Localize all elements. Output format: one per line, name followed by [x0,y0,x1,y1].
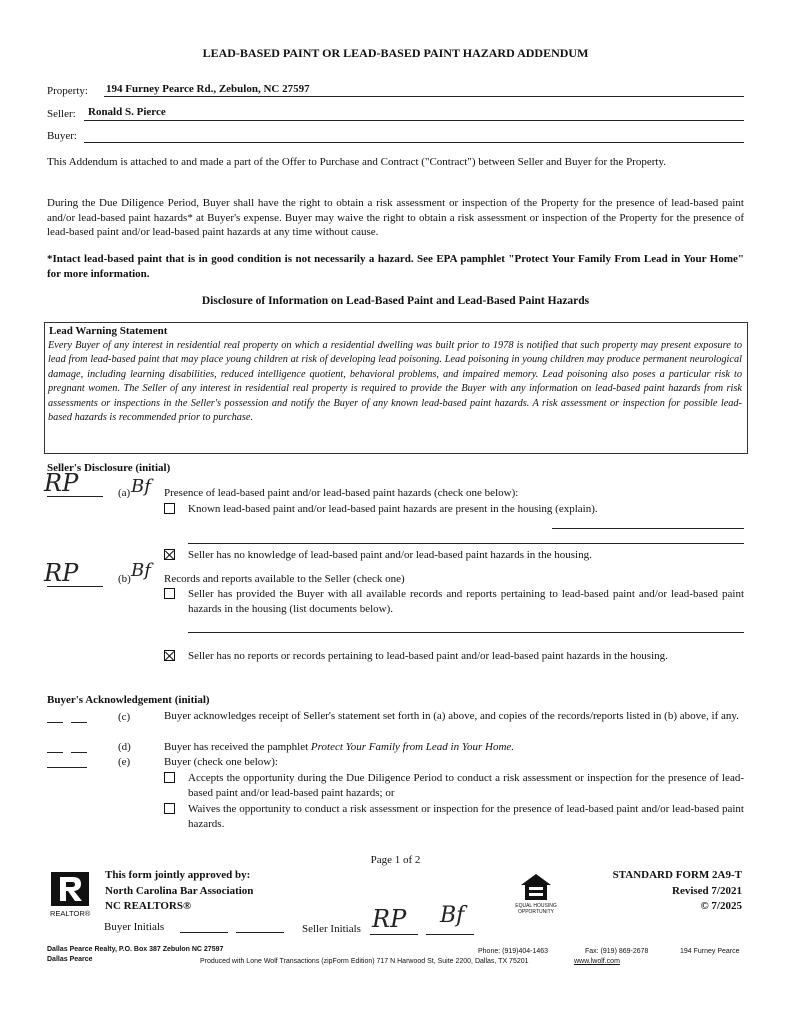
disclosure-heading: Disclosure of Information on Lead-Based Paint and Lead-Based Paint Hazards [201,295,590,307]
equal-housing-icon [518,872,554,902]
buyer-line [84,142,744,143]
footer-spouse-initials[interactable]: Bf [440,903,465,928]
org-ncba: North Carolina Bar Association [105,885,254,897]
spouse-initials-b[interactable]: Bf [131,560,151,581]
buyer-initials-e[interactable] [47,767,87,768]
broker-name: Dallas Pearce [47,956,93,963]
pamphlet-title: Protect Your Family from Lead in Your Home. [310,741,515,753]
form-number: STANDARD FORM 2A9-T [612,869,742,881]
phone-number: Phone: (919)404-1463 [478,948,549,955]
section-b-text: Records and reports available to the Seller (check one) [164,573,405,585]
footer-buyer-initials[interactable] [236,932,284,933]
accept-inspection-checkbox[interactable] [164,772,175,783]
property-value[interactable]: 194 Furney Pearce Rd., Zebulon, NC 27597 [106,83,310,95]
realtor-logo-icon [50,871,90,907]
property-label: Property: [47,85,88,97]
form-title: LEAD-BASED PAINT OR LEAD-BASED PAINT HAZARD ADDENDUM [202,46,589,60]
no-knowledge-checkbox[interactable] [164,549,175,560]
buyer-initials-label: Buyer Initials [104,921,165,933]
fax-number: Fax: (919) 869-2678 [585,948,649,955]
buyer-ack-heading: Buyer's Acknowledgement (initial) [47,694,210,706]
records-provided-text: Seller has provided the Buyer with all available records and reports pertaining to lead-based paint and/or lead-based paint hazards in the housing (list documents below). [188,588,744,615]
section-d-text: Buyer has received the pamphlet Protect Your Family from Lead in Your Home. [164,741,515,753]
spouse-initials-a[interactable]: Bf [131,476,151,497]
records-provided-checkbox[interactable] [164,588,175,599]
seller-disclosure-heading: Seller's Disclosure (initial) [47,462,171,474]
section-c-text: Buyer acknowledges receipt of Seller's statement set forth in (a) above, and copies of the records/reports listed in (b) above, if any. [164,710,739,722]
section-b-label: (b) [118,573,131,585]
lwolf-link[interactable]: www.lwolf.com [574,958,620,965]
no-records-text: Seller has no reports or records pertaining to lead-based paint and/or lead-based paint hazards in the housing. [188,650,668,662]
approved-by: This form jointly approved by: [105,869,251,881]
waive-inspection-text: Waives the opportunity to conduct a risk assessment or inspection for the presence of lead-based paint and/or lead-based paint hazards. [188,803,744,830]
seller-initials-a[interactable]: RP [44,469,79,497]
seller-label: Seller: [47,108,76,120]
footer-seller-initials[interactable]: RP [372,905,407,933]
seller-initials-b[interactable]: RP [44,559,79,587]
buyer-label: Buyer: [47,130,77,142]
section-e-text: Buyer (check one below): [164,756,278,768]
no-knowledge-text: Seller has no knowledge of lead-based paint and/or lead-based paint hazards in the housing. [188,549,592,561]
explain-line-2 [188,543,744,544]
lead-warning-body: Every Buyer of any interest in residential real property on which a residential dwelling was built prior to 1978 is notified that such property may present exposure to lead from lead-based paint that may place young children at risk of developing lead poisoning. Lead poisoning in young children may produce permanent neurological damage, including learning disabilities, reduced intelligence quotient, behavioral problems, and impaired memory. Lead poisoning also poses a particular risk to pregnant women. The Seller of any interest in residential real property is required to provide the Buyer with any information on lead-based paint hazards from risk assessments or inspections in the Seller's possession and notify the Buyer of any known lead-based paint hazards. A risk assessment or inspection for possible lead-based hazards is recommended prior to purchase. [48,340,742,424]
seller-initials-label: Seller Initials [302,923,361,935]
org-ncrealtors: NC REALTORS® [105,900,192,912]
file-name: 194 Furney Pearce [680,948,740,955]
equal-housing-text: EQUAL HOUSING OPPORTUNITY [515,903,557,915]
revised-date: Revised 7/2021 [672,885,742,897]
buyer-initials-d[interactable] [71,752,87,753]
known-hazards-text: Known lead-based paint and/or lead-based paint hazards are present in the housing (explain). [188,503,598,515]
produced-with: Produced with Lone Wolf Transactions (zipForm Edition) 717 N Harwood St, Suite 2200, Dallas, TX 75201 [200,958,529,965]
property-line [104,96,744,97]
section-a-text: Presence of lead-based paint and/or lead-based paint hazards (check one below): [164,487,519,499]
realtor-mark: REALTOR® [50,909,91,918]
explain-line-1 [552,528,744,529]
page-number: Page 1 of 2 [370,854,421,866]
broker-address: Dallas Pearce Realty, P.O. Box 387 Zebulon NC 27597 [47,946,224,953]
section-e-label: (e) [118,756,131,768]
documents-line [188,632,744,633]
section-d-label: (d) [118,741,131,753]
no-records-checkbox[interactable] [164,650,175,661]
seller-value[interactable]: Ronald S. Pierce [88,106,166,118]
section-c-label: (c) [118,711,131,723]
section-a-label: (a) [118,487,131,499]
waive-inspection-checkbox[interactable] [164,803,175,814]
buyer-initials-c[interactable] [71,722,87,723]
copyright: © 7/2025 [700,900,742,912]
known-hazards-checkbox[interactable] [164,503,175,514]
lead-warning-heading: Lead Warning Statement [49,325,168,337]
accept-inspection-text: Accepts the opportunity during the Due Diligence Period to conduct a risk assessment or inspection for the presence of lead-based paint and/or lead-based paint hazards; or [188,772,744,799]
intact-paint-note: *Intact lead-based paint that is in good condition is not necessarily a hazard. See EPA pamphlet "Protect Your Family From Lead in Your Home" for more information. [47,253,744,280]
due-diligence-paragraph: During the Due Diligence Period, Buyer shall have the right to obtain a risk assessment or inspection of the Property for the presence of lead-based paint and/or lead-based paint hazards* at Buyer's expense. Buyer may waive the right to obtain a risk assessment or inspection of the Property for the presence of lead-based paint and/or lead-based paint hazards at any time without cause. [47,197,744,238]
seller-line [84,120,744,121]
intro-paragraph: This Addendum is attached to and made a part of the Offer to Purchase and Contract ("Contract") between Seller and Buyer for the Property. [47,156,666,168]
